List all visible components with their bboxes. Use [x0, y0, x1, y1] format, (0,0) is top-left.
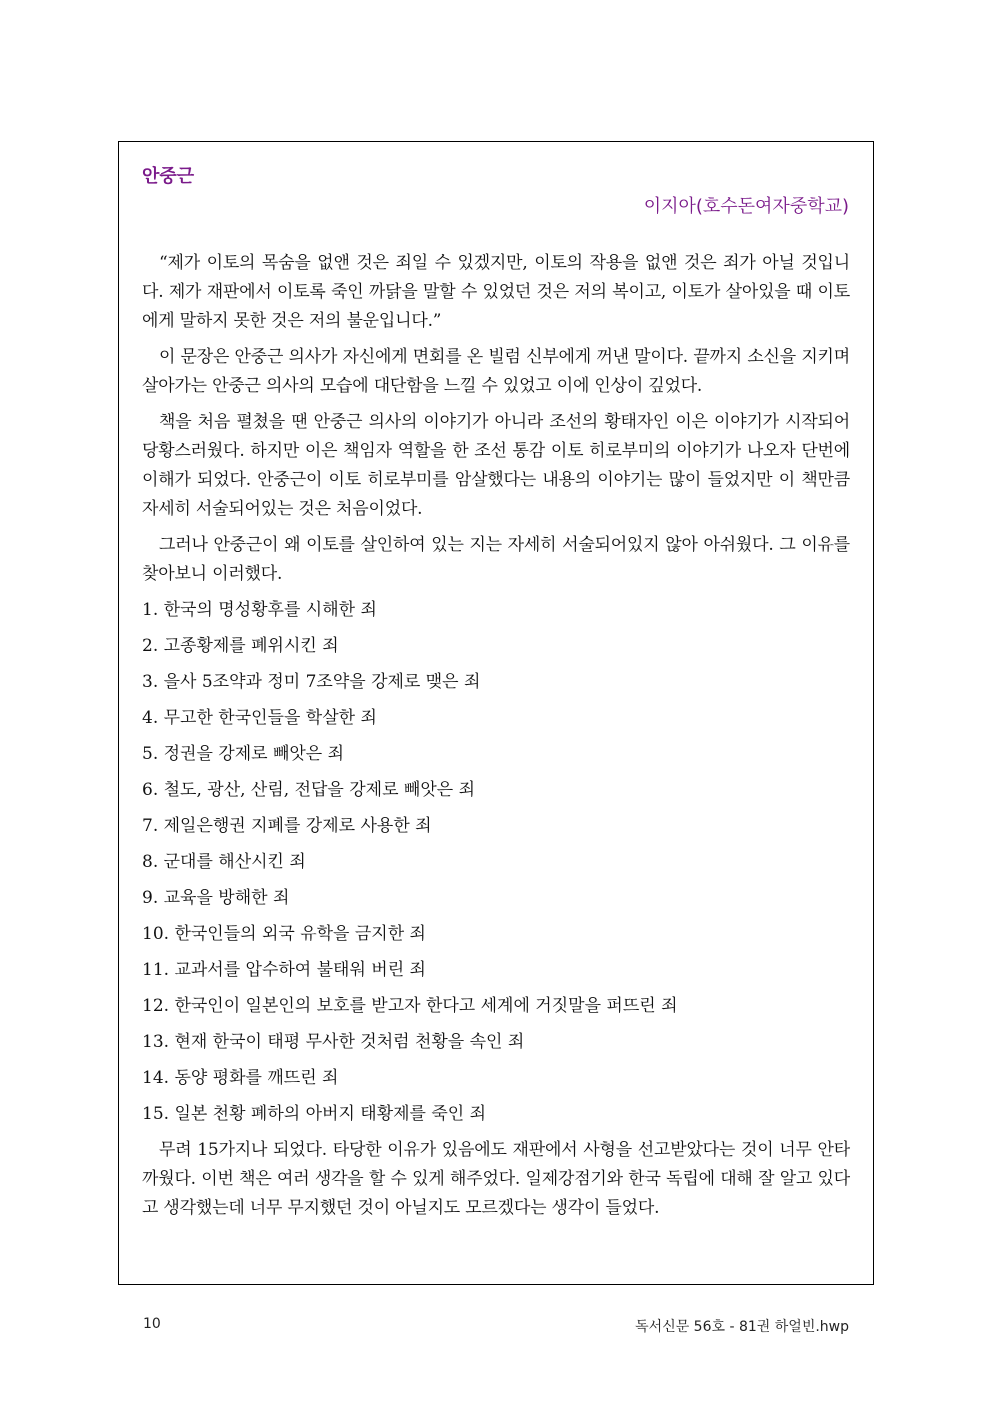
crime-list [142, 596, 850, 1129]
list-item: 6. 철도, 광산, 산림, 전답을 강제로 빼앗은 죄 [142, 780, 476, 800]
list-item: 5. 정권을 강제로 빼앗은 죄 [142, 744, 345, 764]
list-item: 15. 일본 천황 폐하의 아버지 태황제를 죽인 죄 [142, 1104, 487, 1124]
list-item: 11. 교과서를 압수하여 불태워 버린 죄 [142, 960, 426, 980]
paragraph-reason-intro: 그러나 안중근이 왜 이토를 살인하여 있는 지는 자세히 서술되어있지 않아 아쉬웠다. 그 이유를 찾아보니 이러했다. [142, 535, 850, 584]
article-title: 안중근 [142, 166, 195, 187]
list-item: 14. 동양 평화를 깨뜨린 죄 [142, 1068, 339, 1088]
list-item: 10. 한국인들의 외국 유학을 금지한 죄 [142, 924, 426, 944]
article-body [142, 249, 850, 1230]
list-item: 4. 무고한 한국인들을 학살한 죄 [142, 708, 377, 728]
paragraph-reaction: 이 문장은 안중근 의사가 자신에게 면회를 온 빌럼 신부에게 꺼낸 말이다. 끝까지 소신을 지키며 살아가는 안중근 의사의 모습에 대단함을 느낄 수 있었고 이에 인상이 깊었다. [142, 347, 850, 396]
paragraph-closing: 무려 15가지나 되었다. 타당한 이유가 있음에도 재판에서 사형을 선고받았다는 것이 너무 안타까웠다. 이번 책은 여러 생각을 할 수 있게 해주었다. 일제강점기와 한국 독립에 대해 잘 알고 있다고 생각했는데 너무 무지했던 것이 아닐지도 모르겠다는 생각이 들었다. [142, 1140, 850, 1218]
list-item: 12. 한국인이 일본인의 보호를 받고자 한다고 세계에 거짓말을 퍼뜨린 죄 [142, 996, 678, 1016]
list-item: 13. 현재 한국이 태평 무사한 것처럼 천황을 속인 죄 [142, 1032, 525, 1052]
list-item: 7. 제일은행권 지폐를 강제로 사용한 죄 [142, 816, 432, 836]
page-number: 10 [143, 1316, 161, 1332]
list-item: 2. 고종황제를 폐위시킨 죄 [142, 636, 339, 656]
list-item: 8. 군대를 해산시킨 죄 [142, 852, 306, 872]
list-item: 9. 교육을 방해한 죄 [142, 888, 290, 908]
list-item: 3. 을사 5조약과 정미 7조약을 강제로 맺은 죄 [142, 672, 481, 692]
file-name: 독서신문 56호 - 81권 하얼빈.hwp [635, 1319, 849, 1335]
list-item: 1. 한국의 명성황후를 시해한 죄 [142, 600, 377, 620]
paragraph-book-summary: 책을 처음 펼쳤을 땐 안중근 의사의 이야기가 아니라 조선의 황태자인 이은 이야기가 시작되어 당황스러웠다. 하지만 이은 책임자 역할을 한 조선 통감 이토 히로부미의 이야기가 나오자 단번에 이해가 되었다. 안중근이 이토 히로부미를 암살했다는 내용의 이야기는 많이 들었지만 이 책만큼 자세히 서술되어있는 것은 처음이었다. [142, 412, 850, 519]
paragraph-quote: “제가 이토의 목숨을 없앤 것은 죄일 수 있겠지만, 이토의 작용을 없앤 것은 죄가 아닐 것입니다. 제가 재판에서 이토록 죽인 까닭을 말할 수 있었던 것은 저의 복이고, 이토가 살아있을 때 이토에게 말하지 못한 것은 저의 불운입니다.” [142, 253, 850, 331]
article-author: 이지아(호수돈여자중학교) [643, 196, 849, 217]
